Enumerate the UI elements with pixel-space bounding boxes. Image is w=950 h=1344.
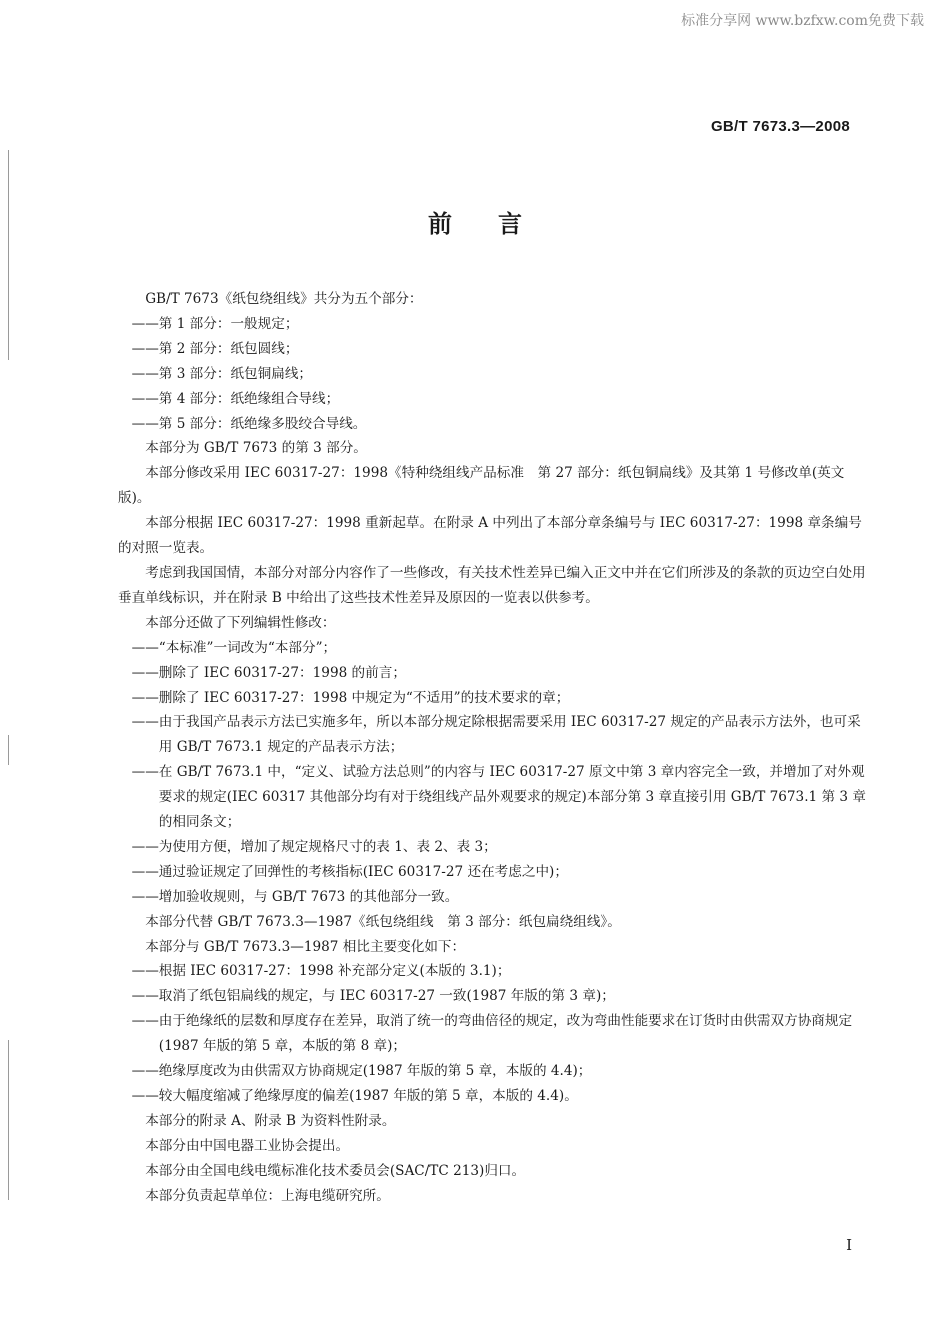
list-item: ——删除了 IEC 60317-27：1998 的前言； [131, 664, 406, 681]
list-item: ——第 3 部分：纸包铜扁线； [131, 365, 313, 382]
list-item: ——增加验收规则，与 GB/T 7673 的其他部分一致。 [131, 888, 459, 905]
paragraph: 本部分由全国电线电缆标准化技术委员会(SAC/TC 213)归口。 [145, 1162, 526, 1179]
standard-number: GB/T 7673.3—2008 [710, 118, 850, 135]
paragraph: 本部分负责起草单位：上海电缆研究所。 [145, 1187, 390, 1204]
paragraph: 本部分由中国电器工业协会提出。 [145, 1137, 350, 1154]
list-item: ——根据 IEC 60317-27：1998 补充部分定义(本版的 3.1)； [131, 963, 511, 980]
list-item: ——取消了纸包铝扁线的规定，与 IEC 60317-27 一致(1987 年版的第 3 章)； [131, 988, 615, 1005]
paragraph: 考虑到我国国情，本部分对部分内容作了一些修改，有关技术性差异已编入正文中并在它们所涉及的条款的页边空白处用垂直单线标识，并在附录 B 中给出了这些技术性差异及原因的一览表以供参考。 [118, 564, 866, 606]
list-item: ——第 2 部分：纸包圆线； [131, 340, 299, 357]
scan-edge-mark [8, 150, 9, 360]
list-item: ——较大幅度缩减了绝缘厚度的偏差(1987 年版的第 5 章，本版的 4.4)。 [131, 1088, 578, 1104]
preface-body [118, 287, 874, 1209]
paragraph: 本部分根据 IEC 60317-27：1998 重新起草。在附录 A 中列出了本部分章条编号与 IEC 60317-27：1998 章条编号的对照一览表。 [118, 515, 862, 557]
list-item: ——由于我国产品表示方法已实施多年，所以本部分规定除根据需要采用 IEC 60317-27 规定的产品表示方法外，也可采用 GB/T 7673.1 规定的产品表示方法； [131, 714, 861, 756]
paragraph: 本部分代替 GB/T 7673.3—1987《纸包绕组线 第 3 部分：纸包扁绕组线》。 [145, 913, 621, 930]
paragraph: 本部分为 GB/T 7673 的第 3 部分。 [145, 440, 367, 457]
paragraph: 本部分的附录 A、附录 B 为资料性附录。 [145, 1112, 396, 1129]
list-item: ——通过验证规定了回弹性的考核指标(IEC 60317-27 还在考虑之中)； [131, 863, 568, 880]
list-item: ——删除了 IEC 60317-27：1998 中规定为“不适用”的技术要求的章； [131, 689, 570, 706]
list-item: ——由于绝缘纸的层数和厚度存在差异，取消了统一的弯曲倍径的规定，改为弯曲性能要求在订货时由供需双方协商规定(1987 年版的第 5 章，本版的第 8 章)； [131, 1013, 853, 1055]
page-number: I [846, 1236, 852, 1254]
watermark-text: 标准分享网 www.bzfxw.com免费下载 [681, 13, 924, 29]
paragraph: 本部分修改采用 IEC 60317-27：1998《特种绕组线产品标准 第 27 部分：纸包铜扁线》及其第 1 号修改单(英文版)。 [118, 465, 845, 507]
scan-edge-mark [8, 735, 9, 765]
paragraph: GB/T 7673《纸包绕组线》共分为五个部分： [145, 291, 423, 307]
page-title: 前言 [428, 210, 568, 238]
list-item: ——第 1 部分：一般规定； [131, 315, 299, 332]
list-item: ——第 5 部分：纸绝缘多股绞合导线。 [131, 415, 367, 432]
scan-edge-mark [8, 1040, 9, 1200]
list-item: ——第 4 部分：纸绝缘组合导线； [131, 390, 340, 407]
list-item: ——“本标准”一词改为“本部分”； [131, 639, 337, 656]
paragraph: 本部分与 GB/T 7673.3—1987 相比主要变化如下： [145, 938, 466, 955]
list-item: ——在 GB/T 7673.1 中，“定义、试验方法总则”的内容与 IEC 60317-27 原文中第 3 章内容完全一致，并增加了对外观要求的规定(IEC 60317 其他部分均有对于绕组线产品外观要求的规定)本部分第 3 章直接引用 GB/T 7673.1 第 3 章的相同条文； [131, 764, 866, 831]
list-item: ——为使用方便，增加了规定规格尺寸的表 1、表 2、表 3； [131, 838, 497, 855]
list-item: ——绝缘厚度改为由供需双方协商规定(1987 年版的第 5 章，本版的 4.4)； [131, 1063, 592, 1080]
paragraph: 本部分还做了下列编辑性修改： [145, 614, 336, 631]
